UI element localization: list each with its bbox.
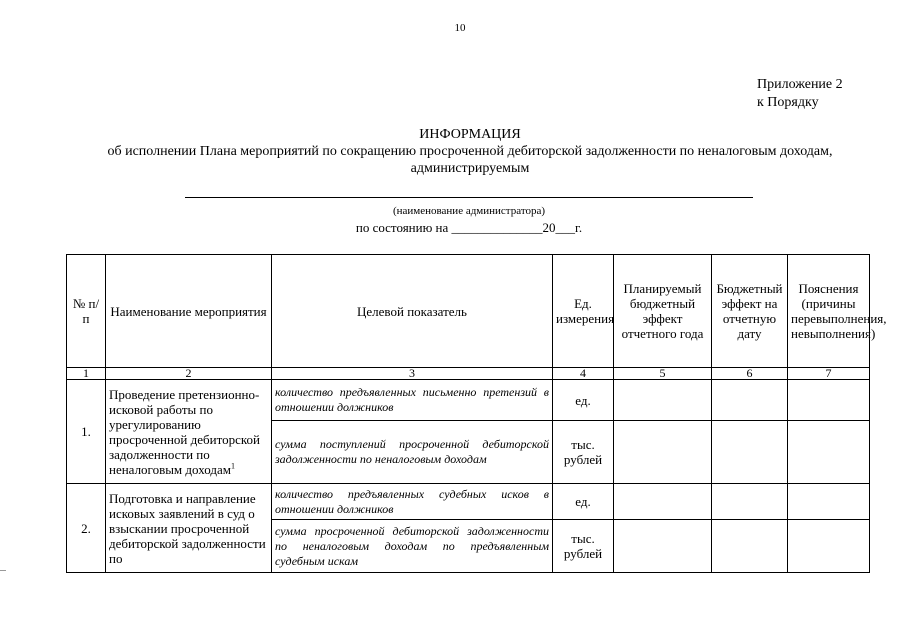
actual-effect-cell[interactable] xyxy=(712,484,788,520)
notes-cell[interactable] xyxy=(788,421,870,484)
title-heading: ИНФОРМАЦИЯ xyxy=(419,127,521,142)
footnote-marker: 1 xyxy=(230,461,235,471)
header-name: Наименование мероприятия xyxy=(106,255,272,368)
appendix-note xyxy=(757,76,843,112)
unit-cell: тыс. рублей xyxy=(553,520,614,573)
notes-cell[interactable] xyxy=(788,380,870,421)
administrator-blank-line xyxy=(185,197,753,198)
document-title xyxy=(60,126,880,177)
header-unit: Ед. измерения xyxy=(553,255,614,368)
column-number-row xyxy=(67,368,870,380)
indicator-text: сумма просроченной дебиторской задолженности по неналоговым доходам по предъявленным судебным искам xyxy=(272,520,553,573)
column-number: 2 xyxy=(106,368,272,380)
column-number: 6 xyxy=(712,368,788,380)
appendix-line-2: к Порядку xyxy=(757,95,819,110)
planned-effect-cell[interactable] xyxy=(614,520,712,573)
header-row xyxy=(67,255,870,368)
as-of-date: по состоянию на ______________20___г. xyxy=(355,220,583,235)
table-row xyxy=(67,484,870,520)
notes-cell[interactable] xyxy=(788,520,870,573)
activity-name-text: Проведение претензионно-исковой работы по урегулированию просроченной дебиторской задолженности по неналоговым доходам xyxy=(109,386,260,477)
header-num: № п/п xyxy=(67,255,106,368)
unit-cell: ед. xyxy=(553,484,614,520)
report-table xyxy=(66,254,887,573)
indicator-text: количество предъявленных судебных исков в отношении должников xyxy=(272,484,553,520)
activity-name: Подготовка и направление исковых заявлений в суд о взыскании просроченной дебиторской задолженности по xyxy=(106,484,272,573)
header-planned: Планируемый бюджетный эффект отчетного года xyxy=(614,255,712,368)
header-actual: Бюджетный эффект на отчетную дату xyxy=(712,255,788,368)
header-notes: Пояснения (причины перевыполнения, невыполнения) xyxy=(788,255,870,368)
row-number: 1. xyxy=(67,380,106,484)
indicator-text: сумма поступлений просроченной дебиторской задолженности по неналоговым доходам xyxy=(272,421,553,484)
row-number: 2. xyxy=(67,484,106,573)
column-number: 3 xyxy=(272,368,553,380)
table-row xyxy=(67,380,870,421)
appendix-line-1: Приложение 2 xyxy=(757,77,843,92)
administrator-caption: (наименование администратора) xyxy=(392,205,546,217)
page-number: 10 xyxy=(454,22,466,34)
planned-effect-cell[interactable] xyxy=(614,421,712,484)
margin-mark xyxy=(0,570,6,571)
column-number: 5 xyxy=(614,368,712,380)
planned-effect-cell[interactable] xyxy=(614,484,712,520)
planned-effect-cell[interactable] xyxy=(614,380,712,421)
actual-effect-cell[interactable] xyxy=(712,380,788,421)
header-indicator: Целевой показатель xyxy=(272,255,553,368)
notes-cell[interactable] xyxy=(788,484,870,520)
actual-effect-cell[interactable] xyxy=(712,421,788,484)
title-line-2: об исполнении Плана мероприятий по сокращению просроченной дебиторской задолженности по неналоговым доходам, xyxy=(107,144,833,159)
unit-cell: ед. xyxy=(553,380,614,421)
unit-cell: тыс. рублей xyxy=(553,421,614,484)
actual-effect-cell[interactable] xyxy=(712,520,788,573)
column-number: 4 xyxy=(553,368,614,380)
title-line-3: администрируемым xyxy=(410,161,530,176)
indicator-text: количество предъявленных письменно претензий в отношении должников xyxy=(272,380,553,421)
activity-name xyxy=(106,380,272,484)
column-number: 1 xyxy=(67,368,106,380)
column-number: 7 xyxy=(788,368,870,380)
